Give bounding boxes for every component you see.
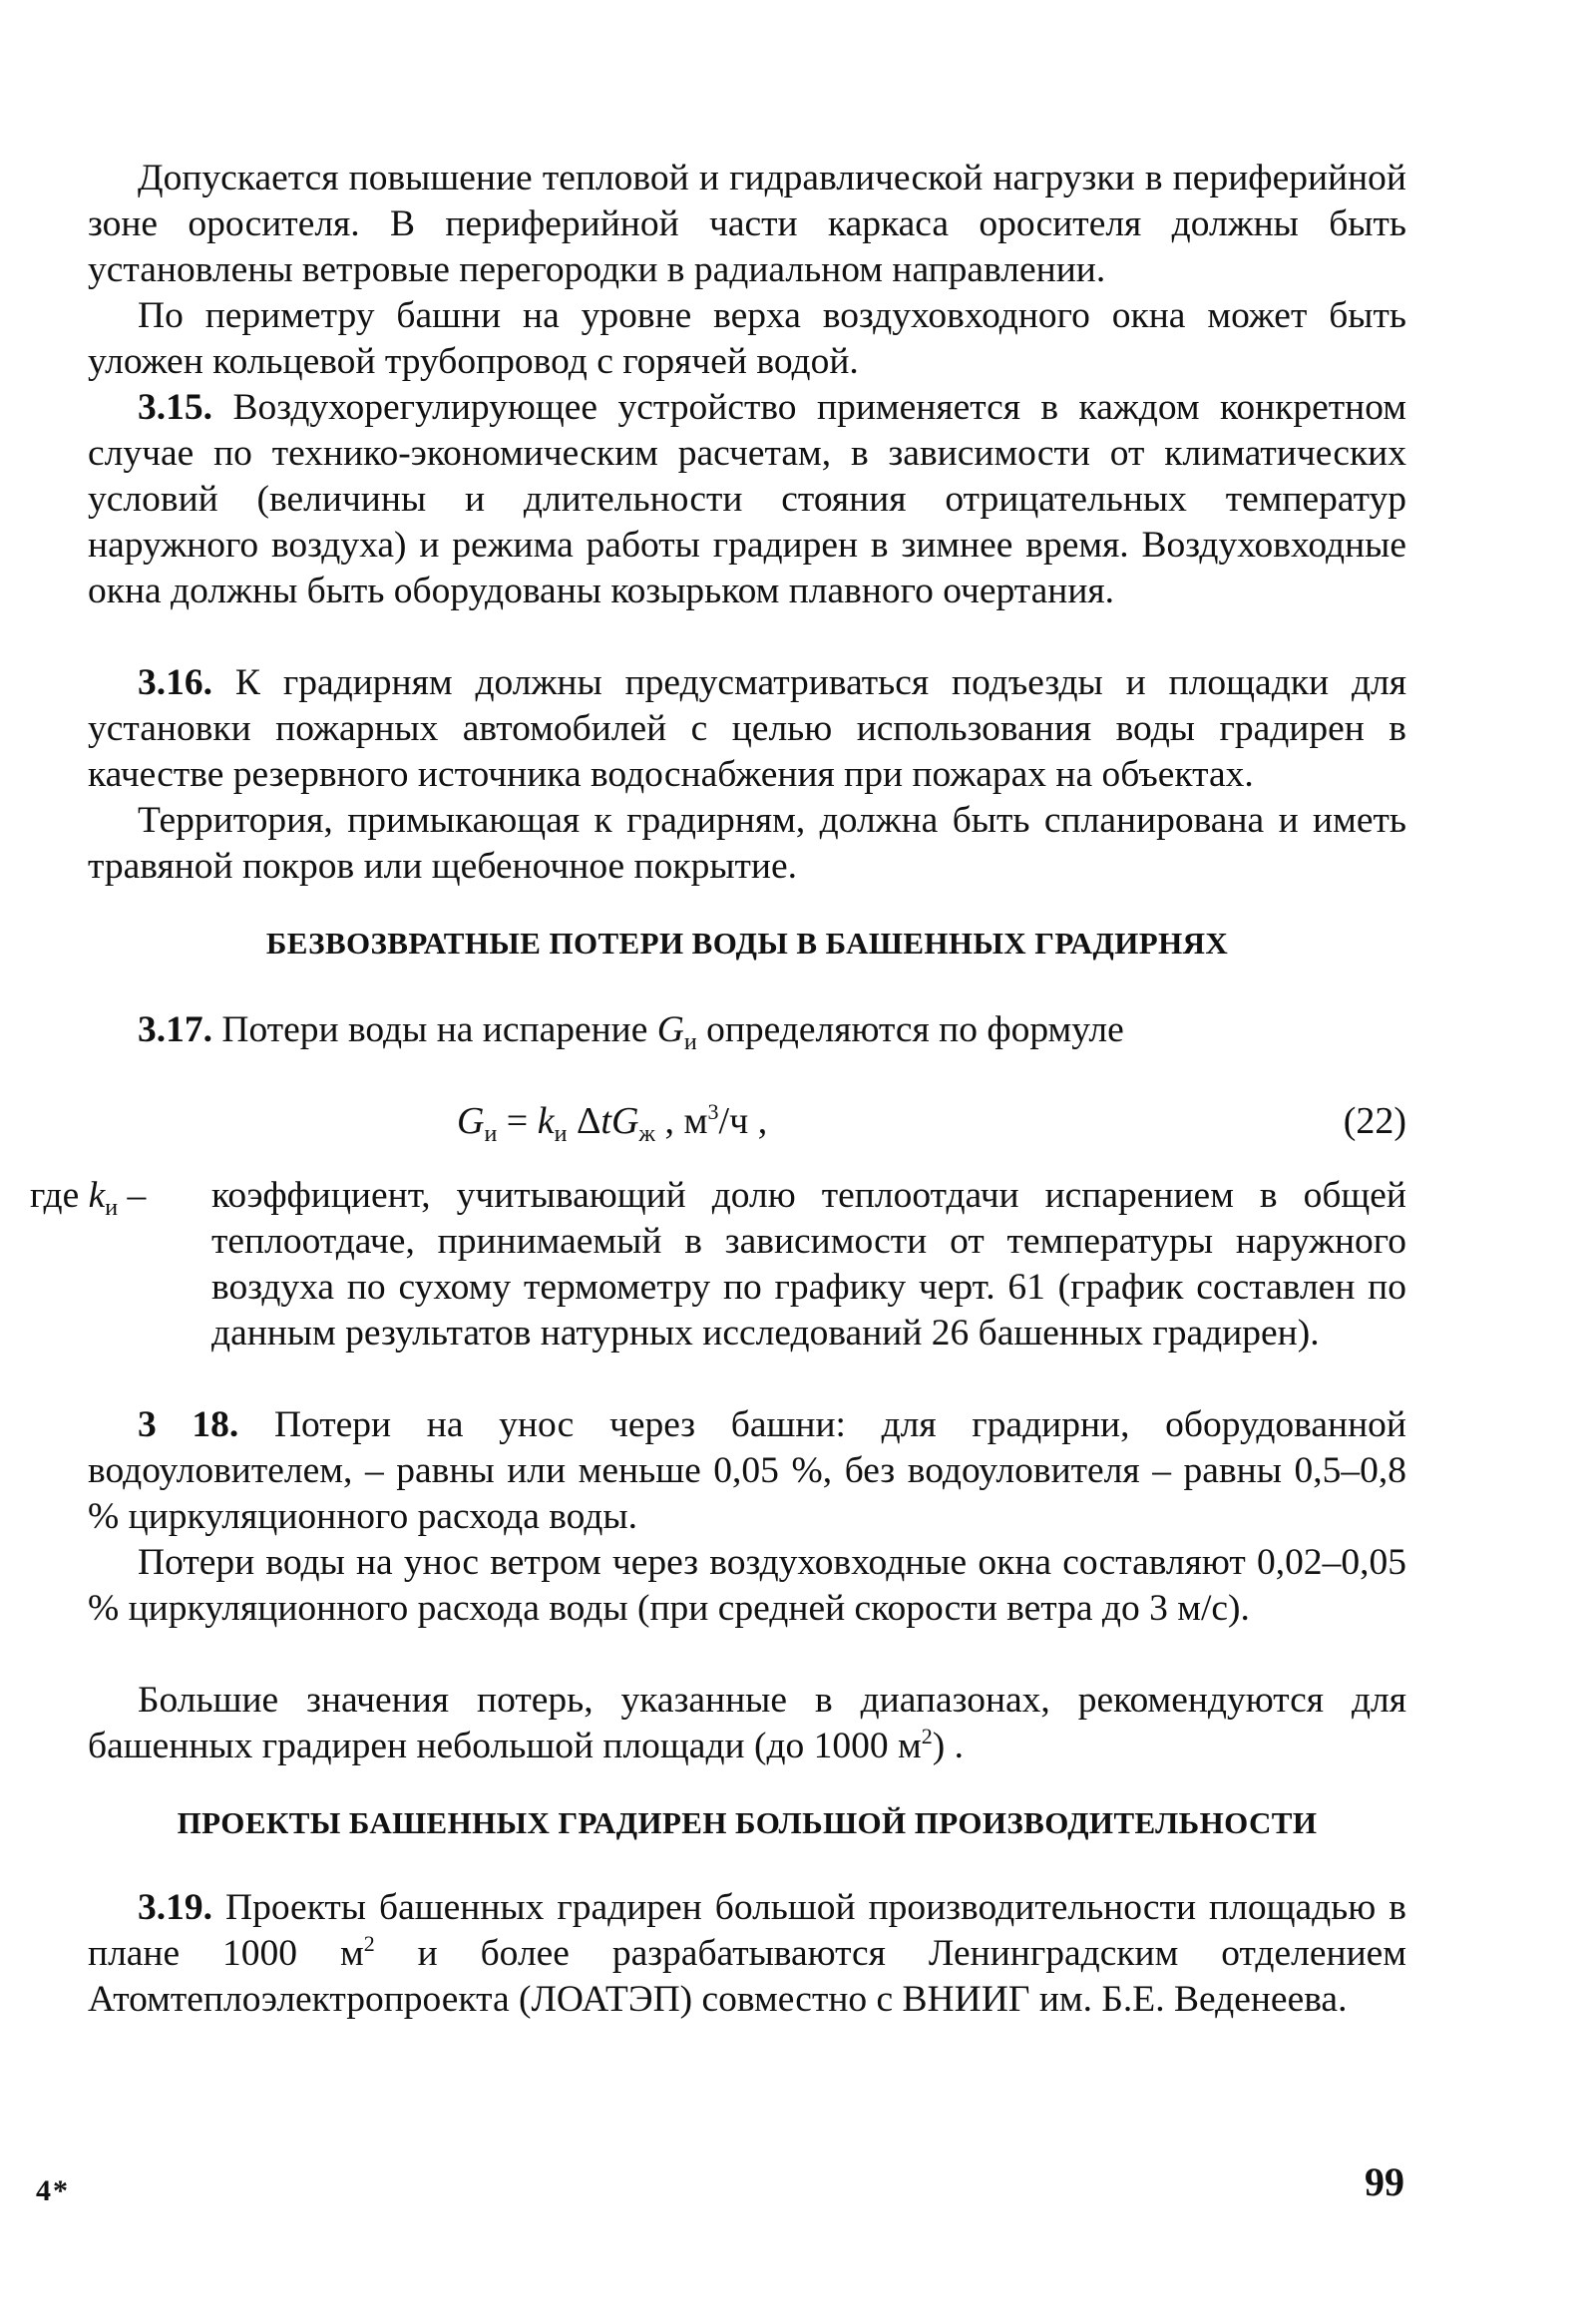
paragraph-number: 3.16. [138,662,212,703]
paragraph-text: Допускается повышение тепловой и гидравлической нагрузки в периферийной зоне оросителя. В периферийной части каркаса оросителя должны быть установлены ветровые перегородки в радиальном направлении. [88,158,1406,290]
paragraph-tail: и более разрабатываются Ленинградским отделением Атомтеплоэлектропроекта (ЛОАТЭП) совместно с ВНИИГ им. Б.Е. Веденеева. [88,1933,1407,2020]
paragraph-ring-pipeline [88,293,1406,385]
paragraph-3-18 [88,1402,1406,1540]
paragraph-text: Потери воды на унос ветром через воздуховходные окна составляют 0,02–0,05 % циркуляционного расхода воды (при средней скорости ветра до 3 м/с). [88,1542,1406,1629]
paragraph-number: 3 18. [138,1404,239,1445]
paragraph-text: Территория, примыкающая к градирням, должна быть спланирована и иметь травяной покров или щебеночное покрытие. [88,800,1406,887]
legend-description: коэффициент, учитывающий долю теплоотдачи испарением в общей теплоотдаче, принимаемый в зависимости от температуры наружного воздуха по сухому термометру по графику черт. 61 (график составлен по данным результатов натурных исследований 26 башенных градирен). [211,1175,1406,1354]
paragraph-number: 3.19. [138,1887,212,1928]
formula-number: (22) [1343,1100,1406,1142]
paragraph-text: По периметру башни на уровне верха воздуховходного окна может быть уложен кольцевой трубопровод с горячей водой. [88,295,1406,382]
paragraph-tail: ) . [932,1726,965,1766]
paragraph-periphery-load [88,156,1406,293]
paragraph-territory [88,798,1406,890]
paragraph-3-16 [88,660,1406,798]
paragraph-text: Большие значения потерь, указанные в диапазонах, рекомендуются для башенных градирен небольшой площади (до 1000 м [88,1680,1406,1766]
paragraph-wind-losses [88,1540,1406,1632]
paragraph-3-17 [88,1007,1406,1053]
section-heading-water-losses: БЕЗВОЗВРАТНЫЕ ПОТЕРИ ВОДЫ В БАШЕННЫХ ГРАДИРНЯХ [265,926,1229,961]
paragraph-text: Проекты башенных градирен большой производительности площадью в плане 1000 м [88,1887,1407,1974]
paragraph-number: 3.15. [138,387,212,428]
superscript: 2 [921,1724,933,1748]
formula-22 [88,1093,1406,1149]
paragraph-large-values [88,1678,1406,1769]
paragraph-text: Потери воды на испарение [221,1009,648,1050]
paragraph-text: Воздухорегулирующее устройство применяется в каждом конкретном случае по технико-экономическим расчетам, в зависимости от климатических условий (величины и длительности стояния отрицательных температур наружного воздуха) и режима работы градирен в зимнее время. Воздуховходные окна должны быть оборудованы козырьком плавного очертания. [88,387,1406,611]
sheet-signature: 4* [36,2174,70,2207]
evaporation-symbol-subscript: и [683,1029,697,1055]
legend-label: где $k_и$ – [30,1175,147,1221]
paragraph-number: 3.17. [138,1009,212,1050]
paragraph-tail: определяются по формуле [706,1009,1124,1050]
page-number: 99 [1365,2159,1404,2204]
formula-legend [30,1173,1406,1356]
section-heading-large-projects: ПРОЕКТЫ БАШЕННЫХ ГРАДИРЕН БОЛЬШОЙ ПРОИЗВОДИТЕЛЬНОСТИ [177,1805,1318,1840]
formula-expression: $G_и = k_и$ ΔtG$_ж$ , $м^3/ч$ , [457,1099,768,1147]
paragraph-text: К градирням должны предусматриваться подъезды и площадки для установки пожарных автомобилей с целью использования воды градирен в качестве резервного источника водоснабжения при пожарах на объектах. [88,662,1407,795]
paragraph-3-15 [88,385,1406,614]
paragraph-text: Потери на унос через башни: для градирни, оборудованной водоуловителем, – равны или меньше 0,05 %, без водоуловителя – равны 0,5–0,8 % циркуляционного расхода воды. [88,1404,1406,1537]
paragraph-3-19 [88,1885,1406,2023]
superscript: 2 [363,1931,375,1956]
evaporation-symbol: G [656,1009,684,1050]
